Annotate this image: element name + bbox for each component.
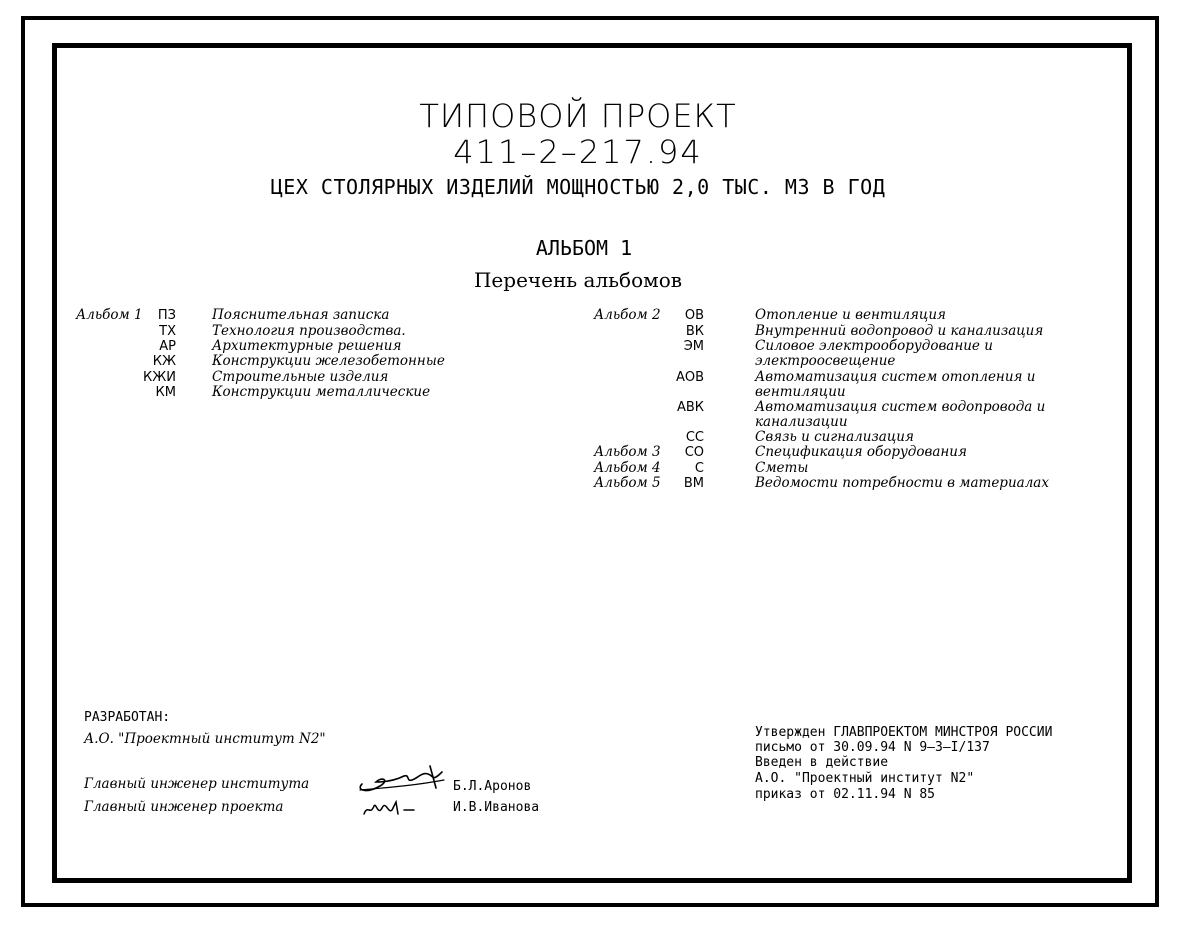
approval-line-1: Утвержден ГЛАВПРОЕКТОМ МИНСТРОЯ РОССИИ	[755, 725, 1053, 740]
album-code: КЖИ	[143, 370, 176, 385]
album-code: ВМ	[683, 476, 704, 491]
album-code: АВК	[676, 400, 704, 415]
album-item-text: Сметы	[755, 460, 809, 476]
album-item-text-continued: канализации	[755, 414, 848, 430]
chief-institute-label: Главный инженер института	[84, 776, 310, 792]
album-item-text: Архитектурные решения	[212, 338, 402, 354]
album-label: Альбом 3	[594, 444, 661, 460]
album-label: Альбом 4	[594, 460, 661, 476]
album-item-text: Связь и сигнализация	[755, 429, 914, 445]
album-code: ПЗ	[157, 308, 176, 323]
album-code: АОВ	[675, 370, 704, 385]
chief-institute-name: Б.Л.Аронов	[453, 779, 532, 794]
developer-org: А.О. "Проектный институт N2"	[84, 731, 326, 747]
album-code: СО	[684, 445, 704, 460]
approval-line-2: письмо от 30.09.94 N 9–3–I/137	[755, 740, 990, 755]
chief-project-label: Главный инженер проекта	[84, 799, 284, 815]
album-item-text: Строительные изделия	[212, 369, 389, 385]
album-code: ВК	[685, 324, 704, 339]
album-item-text: Автоматизация систем отопления и	[755, 369, 1036, 385]
album-label: Альбом 2	[594, 307, 661, 323]
album-item-text: Конструкции железобетонные	[212, 353, 445, 369]
album-item-text-continued: вентиляции	[755, 384, 846, 400]
album-item-text: Ведомости потребности в материалах	[755, 475, 1049, 491]
album-item-text: Пояснительная записка	[212, 307, 390, 323]
album-code: ТХ	[159, 324, 176, 339]
chief-project-name: И.В.Иванова	[453, 800, 540, 815]
albums-list-title: Перечень альбомов	[473, 268, 682, 292]
album-item-text: Технология производства.	[212, 323, 406, 339]
album-code: ОВ	[684, 308, 704, 323]
album-heading: АЛЬБОМ 1	[535, 236, 633, 260]
album-code: КМ	[155, 385, 176, 400]
album-item-text-continued: электроосвещение	[755, 353, 896, 369]
album-label: Альбом 1	[76, 307, 143, 323]
album-item-text: Отопление и вентиляция	[755, 307, 946, 323]
album-code: С	[694, 461, 704, 476]
album-code: АР	[159, 339, 176, 354]
project-number: 411–2–217.94	[453, 133, 703, 171]
developer-label: РАЗРАБОТАН:	[84, 710, 171, 725]
album-item-text: Силовое электрооборудование и	[755, 338, 993, 354]
album-item-text: Внутренний водопровод и канализация	[755, 323, 1044, 339]
album-code: ЭМ	[683, 339, 704, 354]
title-line-1: ТИПОВОЙ ПРОЕКТ	[419, 97, 737, 135]
signature-ivanova-icon	[360, 796, 420, 820]
approval-line-5: приказ от 02.11.94 N 85	[755, 787, 936, 802]
album-label: Альбом 5	[594, 475, 661, 491]
album-item-text: Автоматизация систем водопровода и	[755, 399, 1046, 415]
signature-aronov-icon	[352, 760, 452, 796]
project-title: ЦЕХ СТОЛЯРНЫХ ИЗДЕЛИЙ МОЩНОСТЬЮ 2,0 ТЫС. МЗ В ГОД	[270, 175, 886, 199]
album-code: СС	[685, 430, 704, 445]
album-code: КЖ	[152, 354, 176, 369]
approval-line-3: Введен в действие	[755, 755, 889, 770]
approval-line-4: А.О. "Проектный институт N2"	[755, 771, 975, 786]
album-item-text: Конструкции металлические	[212, 384, 431, 400]
album-item-text: Спецификация оборудования	[755, 444, 967, 460]
